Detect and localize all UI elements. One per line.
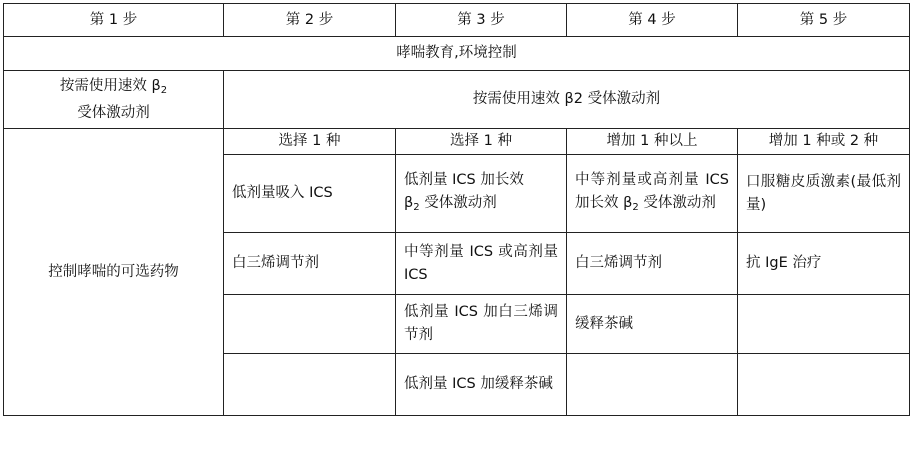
cell-r3-step3: 低剂量 ICS 加白三烯调节剂 xyxy=(396,295,567,354)
cell-r2-step3: 中等剂量 ICS 或高剂量 ICS xyxy=(396,233,567,295)
cell-r3-step2 xyxy=(224,295,396,354)
cell-r4-step4 xyxy=(567,354,738,416)
cell-r1-step3-line2: 受体激动剂 xyxy=(424,194,497,211)
beta-symbol: β xyxy=(404,194,414,211)
choice-label-step-5: 增加 1 种或 2 种 xyxy=(738,129,910,155)
header-row xyxy=(4,4,910,37)
reliever-label-line2: 受体激动剂 xyxy=(77,104,150,121)
controller-label-cell: 控制哮喘的可选药物 xyxy=(4,129,224,416)
reliever-label-cell xyxy=(4,71,224,129)
education-row xyxy=(4,37,910,71)
cell-r3-step4: 缓释茶碱 xyxy=(567,295,738,354)
cell-r4-step5 xyxy=(738,354,910,416)
cell-r1-step4-text: 中等剂量或高剂量 ICS 加长效 β xyxy=(575,171,729,211)
cell-r3-step5 xyxy=(738,295,910,354)
cell-r2-step4: 白三烯调节剂 xyxy=(567,233,738,295)
reliever-content-cell: 按需使用速效 β2 受体激动剂 xyxy=(224,71,910,129)
asthma-step-therapy-table xyxy=(3,3,910,416)
cell-r2-step2: 白三烯调节剂 xyxy=(224,233,396,295)
beta-subscript: 2 xyxy=(413,201,420,213)
cell-r1-step3 xyxy=(396,155,567,233)
reliever-row xyxy=(4,71,910,129)
controller-choice-row xyxy=(4,129,910,155)
reliever-label-line1: 按需使用速效 β xyxy=(59,77,161,94)
header-step-2: 第 2 步 xyxy=(224,4,396,37)
header-step-1: 第 1 步 xyxy=(4,4,224,37)
header-step-3: 第 3 步 xyxy=(396,4,567,37)
header-step-5: 第 5 步 xyxy=(738,4,910,37)
cell-r2-step5: 抗 IgE 治疗 xyxy=(738,233,910,295)
header-step-4: 第 4 步 xyxy=(567,4,738,37)
reliever-label-subscript: 2 xyxy=(160,84,168,96)
cell-r1-step2: 低剂量吸入 ICS xyxy=(224,155,396,233)
education-cell: 哮喘教育,环境控制 xyxy=(4,37,910,71)
choice-label-step-4: 增加 1 种以上 xyxy=(567,129,738,155)
choice-label-step-3: 选择 1 种 xyxy=(396,129,567,155)
cell-r4-step2 xyxy=(224,354,396,416)
cell-r1-step5: 口服糖皮质激素(最低剂量) xyxy=(738,155,910,233)
beta-subscript: 2 xyxy=(632,201,639,213)
cell-r1-step3-line1: 低剂量 ICS 加长效 xyxy=(404,171,524,188)
choice-label-step-2: 选择 1 种 xyxy=(224,129,396,155)
cell-r4-step3: 低剂量 ICS 加缓释茶碱 xyxy=(396,354,567,416)
cell-r1-step4-tail: 受体激动剂 xyxy=(643,194,716,211)
cell-r1-step4 xyxy=(567,155,738,233)
